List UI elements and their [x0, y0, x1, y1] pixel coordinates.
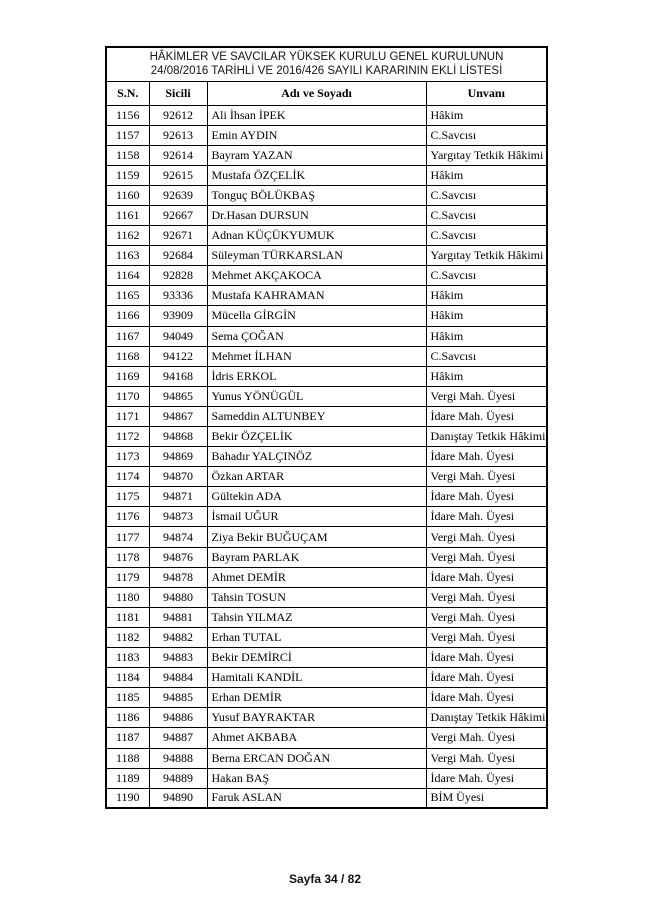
cell-unvan: İdare Mah. Üyesi: [426, 406, 547, 426]
cell-name: Sema ÇOĞAN: [207, 326, 426, 346]
column-header-sn: S.N.: [106, 81, 149, 105]
cell-sicil: 94882: [149, 627, 207, 647]
cell-unvan: Hâkim: [426, 306, 547, 326]
table-row: [106, 648, 547, 668]
cell-name: Süleyman TÜRKARSLAN: [207, 246, 426, 266]
cell-sicil: 92612: [149, 105, 207, 125]
cell-sn: 1162: [106, 226, 149, 246]
cell-name: Mücella GİRGİN: [207, 306, 426, 326]
cell-sicil: 94878: [149, 567, 207, 587]
cell-name: Hamitali KANDİL: [207, 668, 426, 688]
cell-sn: 1179: [106, 567, 149, 587]
cell-sn: 1177: [106, 527, 149, 547]
cell-sn: 1180: [106, 587, 149, 607]
cell-name: Hakan BAŞ: [207, 768, 426, 788]
cell-sn: 1172: [106, 427, 149, 447]
cell-name: Bekir ÖZÇELİK: [207, 427, 426, 447]
table-row: [106, 346, 547, 366]
cell-sicil: 94874: [149, 527, 207, 547]
cell-sn: 1182: [106, 627, 149, 647]
cell-sn: 1190: [106, 788, 149, 808]
table-row: [106, 366, 547, 386]
cell-sn: 1189: [106, 768, 149, 788]
document-title-line1: HÂKİMLER VE SAVCILAR YÜKSEK KURULU GENEL KURULUNUN: [149, 50, 504, 63]
cell-sicil: 94122: [149, 346, 207, 366]
table-row: [106, 165, 547, 185]
cell-sicil: 94049: [149, 326, 207, 346]
cell-sicil: 94883: [149, 648, 207, 668]
cell-name: Gültekin ADA: [207, 487, 426, 507]
table-row: [106, 427, 547, 447]
cell-unvan: C.Savcısı: [426, 205, 547, 225]
cell-unvan: Danıştay Tetkik Hâkimi: [426, 427, 547, 447]
cell-sicil: 94865: [149, 386, 207, 406]
cell-sn: 1166: [106, 306, 149, 326]
cell-sn: 1178: [106, 547, 149, 567]
cell-sn: 1159: [106, 165, 149, 185]
cell-sn: 1161: [106, 205, 149, 225]
table-row: [106, 587, 547, 607]
cell-sicil: 94880: [149, 587, 207, 607]
table-row: [106, 547, 547, 567]
table-row: [106, 728, 547, 748]
cell-name: Sameddin ALTUNBEY: [207, 406, 426, 426]
cell-sn: 1167: [106, 326, 149, 346]
cell-sicil: 93336: [149, 286, 207, 306]
cell-sn: 1188: [106, 748, 149, 768]
title-row: [106, 47, 547, 81]
cell-unvan: C.Savcısı: [426, 125, 547, 145]
cell-unvan: Vergi Mah. Üyesi: [426, 627, 547, 647]
cell-sicil: 94876: [149, 547, 207, 567]
table-row: [106, 688, 547, 708]
cell-name: Yusuf BAYRAKTAR: [207, 708, 426, 728]
cell-sn: 1181: [106, 607, 149, 627]
cell-unvan: BİM Üyesi: [426, 788, 547, 808]
cell-name: Özkan ARTAR: [207, 467, 426, 487]
cell-sicil: 94888: [149, 748, 207, 768]
cell-sicil: 94869: [149, 447, 207, 467]
table-row: [106, 386, 547, 406]
table-row: [106, 266, 547, 286]
cell-sicil: 92828: [149, 266, 207, 286]
cell-sicil: 94886: [149, 708, 207, 728]
cell-sicil: 94868: [149, 427, 207, 447]
cell-sicil: 92639: [149, 185, 207, 205]
cell-name: Bekir DEMİRCİ: [207, 648, 426, 668]
cell-name: Dr.Hasan DURSUN: [207, 205, 426, 225]
cell-sn: 1185: [106, 688, 149, 708]
cell-sicil: 94890: [149, 788, 207, 808]
cell-unvan: İdare Mah. Üyesi: [426, 688, 547, 708]
cell-unvan: İdare Mah. Üyesi: [426, 487, 547, 507]
column-header-sicil: Sicili: [149, 81, 207, 105]
table-row: [106, 668, 547, 688]
cell-name: İdris ERKOL: [207, 366, 426, 386]
cell-unvan: Vergi Mah. Üyesi: [426, 607, 547, 627]
cell-unvan: Vergi Mah. Üyesi: [426, 748, 547, 768]
cell-name: Adnan KÜÇÜKYUMUK: [207, 226, 426, 246]
cell-name: Mustafa ÖZÇELİK: [207, 165, 426, 185]
table-row: [106, 185, 547, 205]
cell-sn: 1171: [106, 406, 149, 426]
table-row: [106, 105, 547, 125]
table-row: [106, 406, 547, 426]
cell-unvan: İdare Mah. Üyesi: [426, 668, 547, 688]
table-row: [106, 748, 547, 768]
table-row: [106, 708, 547, 728]
cell-sn: 1183: [106, 648, 149, 668]
cell-unvan: İdare Mah. Üyesi: [426, 507, 547, 527]
column-header-unvan: Unvanı: [426, 81, 547, 105]
cell-sicil: 94887: [149, 728, 207, 748]
table-row: [106, 788, 547, 808]
cell-name: Bayram PARLAK: [207, 547, 426, 567]
cell-name: Berna ERCAN DOĞAN: [207, 748, 426, 768]
column-header-name: Adı ve Soyadı: [207, 81, 426, 105]
cell-unvan: Yargıtay Tetkik Hâkimi: [426, 246, 547, 266]
cell-unvan: Hâkim: [426, 326, 547, 346]
table-header-row: [106, 81, 547, 105]
cell-sn: 1184: [106, 668, 149, 688]
cell-sicil: 94870: [149, 467, 207, 487]
cell-name: Ahmet DEMİR: [207, 567, 426, 587]
cell-sicil: 94884: [149, 668, 207, 688]
cell-sn: 1157: [106, 125, 149, 145]
cell-unvan: İdare Mah. Üyesi: [426, 768, 547, 788]
document-title: [106, 47, 547, 81]
cell-sn: 1176: [106, 507, 149, 527]
cell-sn: 1187: [106, 728, 149, 748]
cell-sn: 1174: [106, 467, 149, 487]
table-row: [106, 205, 547, 225]
table-row: [106, 286, 547, 306]
cell-name: Bayram YAZAN: [207, 145, 426, 165]
table-row: [106, 226, 547, 246]
cell-name: Ahmet AKBABA: [207, 728, 426, 748]
table-row: [106, 607, 547, 627]
cell-sicil: 94871: [149, 487, 207, 507]
cell-unvan: Hâkim: [426, 165, 547, 185]
cell-sicil: 94881: [149, 607, 207, 627]
cell-unvan: C.Savcısı: [426, 226, 547, 246]
table-row: [106, 487, 547, 507]
table-row: [106, 447, 547, 467]
cell-name: Erhan TUTAL: [207, 627, 426, 647]
cell-name: İsmail UĞUR: [207, 507, 426, 527]
table-row: [106, 567, 547, 587]
cell-sicil: 92671: [149, 226, 207, 246]
cell-sn: 1165: [106, 286, 149, 306]
table-row: [106, 326, 547, 346]
cell-sn: 1156: [106, 105, 149, 125]
cell-sicil: 94889: [149, 768, 207, 788]
cell-unvan: C.Savcısı: [426, 266, 547, 286]
cell-unvan: Vergi Mah. Üyesi: [426, 587, 547, 607]
table-row: [106, 507, 547, 527]
cell-name: Faruk ASLAN: [207, 788, 426, 808]
table-row: [106, 306, 547, 326]
document-title-line2: 24/08/2016 TARİHLİ VE 2016/426 SAYILI KARARININ EKLİ LİSTESİ: [150, 65, 503, 78]
table-row: [106, 145, 547, 165]
cell-name: Mehmet İLHAN: [207, 346, 426, 366]
cell-sicil: 94873: [149, 507, 207, 527]
table-row: [106, 527, 547, 547]
cell-unvan: Vergi Mah. Üyesi: [426, 467, 547, 487]
cell-sicil: 93909: [149, 306, 207, 326]
cell-name: Tahsin YILMAZ: [207, 607, 426, 627]
judges-prosecutors-table: [105, 46, 548, 809]
cell-name: Yunus YÖNÜGÜL: [207, 386, 426, 406]
cell-unvan: Yargıtay Tetkik Hâkimi: [426, 145, 547, 165]
cell-sicil: 92613: [149, 125, 207, 145]
cell-name: Mehmet AKÇAKOCA: [207, 266, 426, 286]
cell-sn: 1163: [106, 246, 149, 266]
cell-name: Bahadır YALÇINÖZ: [207, 447, 426, 467]
table-row: [106, 467, 547, 487]
cell-unvan: İdare Mah. Üyesi: [426, 648, 547, 668]
table-row: [106, 125, 547, 145]
cell-unvan: İdare Mah. Üyesi: [426, 567, 547, 587]
cell-name: Emin AYDIN: [207, 125, 426, 145]
cell-sicil: 92667: [149, 205, 207, 225]
cell-unvan: Danıştay Tetkik Hâkimi: [426, 708, 547, 728]
cell-unvan: Hâkim: [426, 286, 547, 306]
cell-unvan: C.Savcısı: [426, 185, 547, 205]
table-row: [106, 627, 547, 647]
cell-sn: 1168: [106, 346, 149, 366]
cell-unvan: Vergi Mah. Üyesi: [426, 728, 547, 748]
cell-sicil: 92614: [149, 145, 207, 165]
cell-unvan: Vergi Mah. Üyesi: [426, 547, 547, 567]
cell-sicil: 92684: [149, 246, 207, 266]
cell-name: Tahsin TOSUN: [207, 587, 426, 607]
cell-sicil: 92615: [149, 165, 207, 185]
cell-sn: 1173: [106, 447, 149, 467]
table-body: [106, 105, 547, 808]
cell-name: Mustafa KAHRAMAN: [207, 286, 426, 306]
cell-unvan: Vergi Mah. Üyesi: [426, 386, 547, 406]
cell-sicil: 94168: [149, 366, 207, 386]
cell-unvan: Hâkim: [426, 366, 547, 386]
cell-unvan: İdare Mah. Üyesi: [426, 447, 547, 467]
cell-sicil: 94867: [149, 406, 207, 426]
cell-sicil: 94885: [149, 688, 207, 708]
cell-sn: 1164: [106, 266, 149, 286]
cell-sn: 1169: [106, 366, 149, 386]
cell-unvan: C.Savcısı: [426, 346, 547, 366]
cell-unvan: Vergi Mah. Üyesi: [426, 527, 547, 547]
table-row: [106, 246, 547, 266]
cell-sn: 1158: [106, 145, 149, 165]
page-number: Sayfa 34 / 82: [288, 872, 362, 886]
cell-sn: 1175: [106, 487, 149, 507]
cell-name: Erhan DEMİR: [207, 688, 426, 708]
cell-name: Ziya Bekir BUĞUÇAM: [207, 527, 426, 547]
cell-name: Ali İhsan İPEK: [207, 105, 426, 125]
table-row: [106, 768, 547, 788]
cell-unvan: Hâkim: [426, 105, 547, 125]
cell-sn: 1186: [106, 708, 149, 728]
cell-sn: 1160: [106, 185, 149, 205]
cell-name: Tonguç BÖLÜKBAŞ: [207, 185, 426, 205]
cell-sn: 1170: [106, 386, 149, 406]
